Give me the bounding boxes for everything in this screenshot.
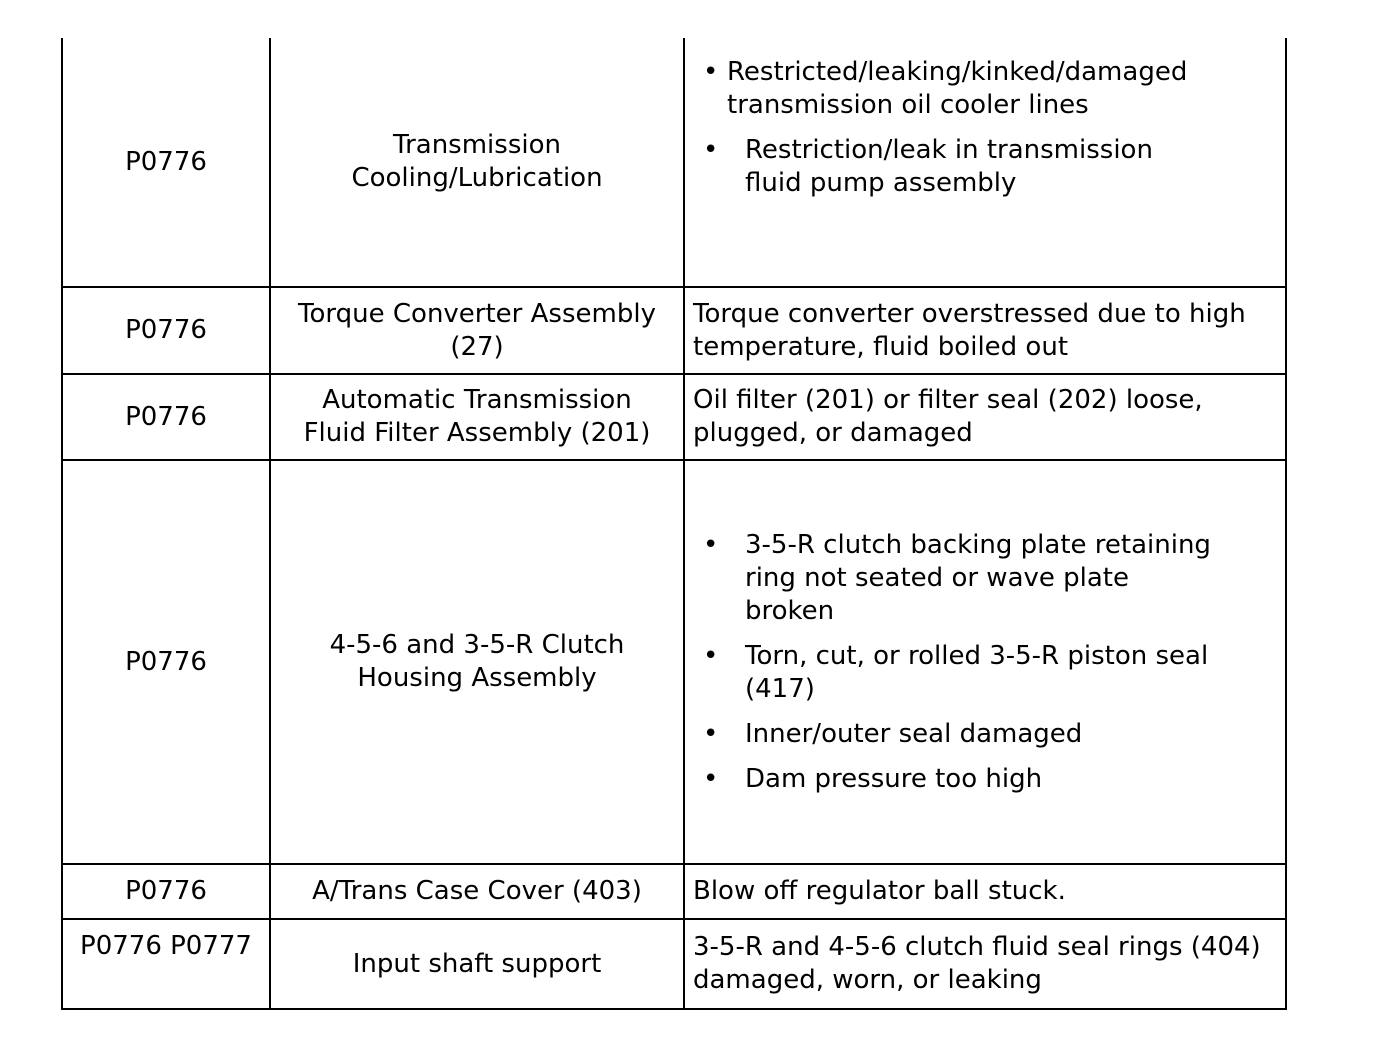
cause-cell xyxy=(684,38,1286,287)
table-row xyxy=(62,460,1286,864)
list-item: • Restriction/leak in transmission fluid pump assembly xyxy=(703,135,1153,198)
cause-cell xyxy=(684,287,1286,374)
bullet-icon: • xyxy=(703,57,719,87)
table-row xyxy=(62,864,1286,919)
bullet-icon: • xyxy=(703,763,719,794)
cause-text: Torque converter overstressed due to high temperature, fluid boiled out xyxy=(693,298,1246,362)
cause-cell xyxy=(684,374,1286,460)
list-item: • Restricted/leaking/kinked/damaged transmission oil cooler lines xyxy=(703,57,1188,120)
list-item: • Torn, cut, or rolled 3-5-R piston seal (417) xyxy=(703,640,1209,704)
cause-list xyxy=(693,56,1277,200)
bullet-icon: • xyxy=(703,640,719,671)
diagnostic-table xyxy=(61,38,1287,1010)
dtc-code: P0776 xyxy=(125,646,207,677)
component-line: Input shaft support xyxy=(352,948,602,979)
component-line: Torque Converter Assembly xyxy=(298,298,656,329)
dtc-code-cell xyxy=(62,38,270,287)
component-line: (27) xyxy=(450,331,504,362)
bullet-icon: • xyxy=(703,529,719,560)
table-row xyxy=(62,38,1286,287)
table-row xyxy=(62,374,1286,460)
component-line: Fluid Filter Assembly (201) xyxy=(303,418,651,448)
component-line: Cooling/Lubrication xyxy=(351,163,603,193)
component-cell xyxy=(270,864,684,919)
dtc-code: P0776 xyxy=(125,146,207,177)
cause-cell xyxy=(684,919,1286,1009)
cause-list xyxy=(693,529,1213,796)
table-row xyxy=(62,287,1286,374)
component-cell xyxy=(270,374,684,460)
bullet-icon: • xyxy=(703,718,719,749)
cause-cell xyxy=(684,460,1286,864)
component-line: 4-5-6 and 3-5-R Clutch xyxy=(329,630,625,660)
list-item: • Inner/outer seal damaged xyxy=(703,718,1083,749)
dtc-code-cell xyxy=(62,919,270,1009)
dtc-code: P0776 P0777 xyxy=(80,931,252,961)
cause-text: Oil filter (201) or filter seal (202) loose, plugged, or damaged xyxy=(693,385,1203,448)
table-row xyxy=(62,919,1286,1009)
cause-cell xyxy=(684,864,1286,919)
dtc-code: P0776 xyxy=(125,876,207,906)
component-line: Transmission xyxy=(393,130,561,160)
list-item: • Dam pressure too high xyxy=(703,763,1043,794)
bullet-icon: • xyxy=(703,135,719,165)
component-cell xyxy=(270,287,684,374)
cause-text: Blow off regulator ball stuck. xyxy=(693,876,1066,906)
dtc-code-cell xyxy=(62,864,270,919)
dtc-code: P0776 xyxy=(125,315,207,345)
dtc-code: P0776 xyxy=(125,401,207,432)
component-line: A/Trans Case Cover (403) xyxy=(312,876,642,906)
component-cell xyxy=(270,38,684,287)
component-line: Automatic Transmission xyxy=(322,385,632,415)
cause-text: 3-5-R and 4-5-6 clutch fluid seal rings (404) damaged, worn, or leaking xyxy=(693,932,1261,995)
list-item: • 3-5-R clutch backing plate retaining ring not seated or wave plate broken xyxy=(703,529,1211,626)
component-cell xyxy=(270,919,684,1009)
dtc-code-cell xyxy=(62,287,270,374)
dtc-code-cell xyxy=(62,460,270,864)
dtc-code-cell xyxy=(62,374,270,460)
component-line: Housing Assembly xyxy=(357,663,597,693)
component-cell xyxy=(270,460,684,864)
